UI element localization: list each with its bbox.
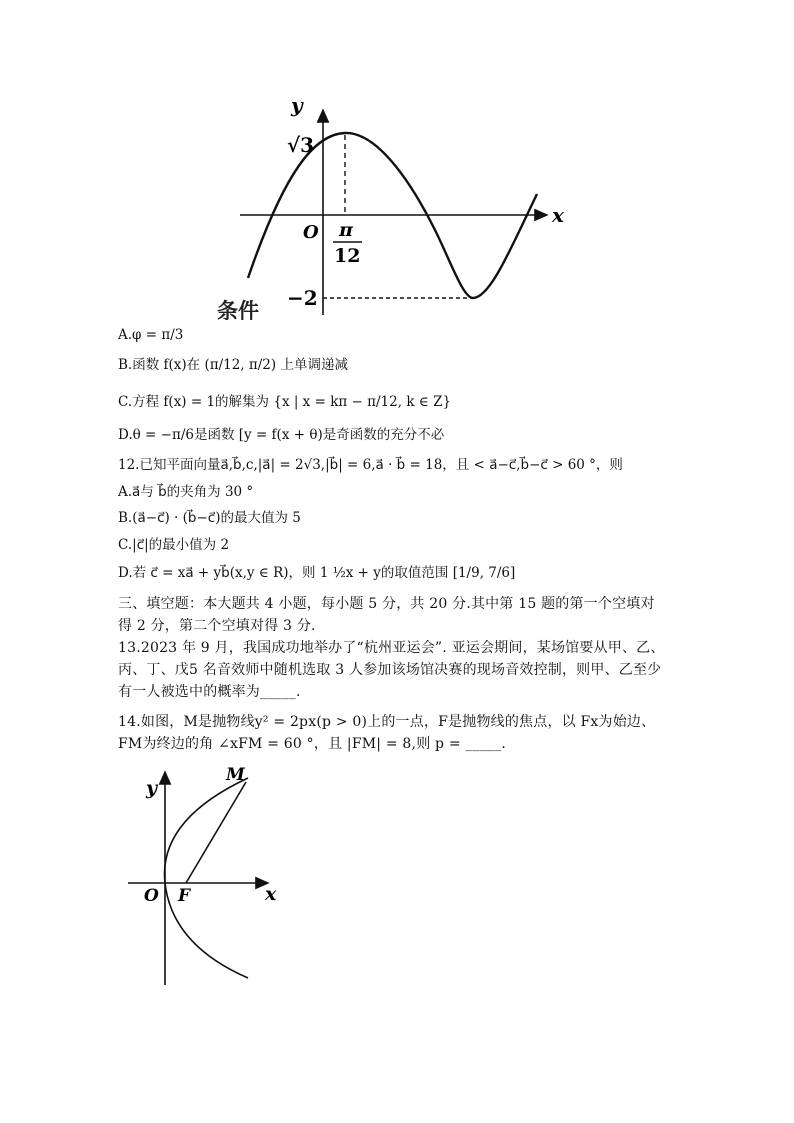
q11-option-b: B.函数 f(x)在 (π/12, π/2) 上单调递减 [118, 357, 348, 373]
x-label: x [265, 883, 277, 905]
x-tick-denominator: 12 [334, 245, 361, 267]
origin-label: O [144, 886, 159, 906]
parabola-figure [120, 760, 300, 995]
point-label: M [226, 765, 245, 785]
q12-option-c: C.|c⃗|的最小值为 2 [118, 537, 230, 553]
q12-option-d: D.若 c⃗ = xa⃗ + yb⃗(x,y ∈ R)，则 1 ½x + y的取值范围 [1/9, 7/6] [118, 565, 516, 581]
section-3-heading: 三、填空题：本大题共 4 小题，每小题 5 分，共 20 分.其中第 15 题的第一个空填对得 2 分，第二个空填对得 3 分. [118, 596, 655, 634]
q11-option-a: A.φ = π/3 [118, 327, 184, 343]
parabola-curve [164, 778, 248, 978]
x-label: x [552, 203, 564, 227]
focus-label: F [178, 886, 191, 906]
max-label: √3 [287, 133, 315, 157]
origin-label: O [303, 222, 319, 243]
x-tick-numerator: π [339, 219, 353, 241]
min-label: −2 [287, 286, 318, 310]
q12-option-a: A.a⃗与 b⃗的夹角为 30 ° [118, 484, 254, 500]
q11-option-d: D.θ = −π/6是函数 [y = f(x + θ)是奇函数的充分不必 [118, 427, 445, 443]
question-14: 14.如图，M是抛物线y² = 2px(p > 0)上的一点，F是抛物线的焦点，以 Fx为始边、FM为终边的角 ∠xFM = 60 °，且 |FM| = 8,则 p = _____. [118, 714, 656, 752]
cropped-text: 条件 [217, 298, 259, 320]
q12-option-b: B.(a⃗−c⃗) · (b⃗−c⃗)的最大值为 5 [118, 510, 301, 526]
question-13: 13.2023 年 9 月，我国成功地举办了“杭州亚运会”. 亚运会期间，某场馆要从甲、乙、丙、丁、戊5 名音效师中随机选取 3 人参加该场馆决赛的现场音效控制，则甲、乙至少有一人被选中的概率为_____. [118, 640, 665, 700]
y-label: y [146, 777, 158, 799]
sine-graph-figure [215, 90, 575, 320]
focal-segment [186, 782, 246, 883]
q12-stem: 12.已知平面向量a⃗,b⃗,c,|a⃗| = 2√3,|b⃗| = 6,a⃗ · b⃗ = 18，且 < a⃗−c⃗,b⃗−c⃗ > 60 °，则 [118, 457, 623, 473]
y-label: y [291, 93, 303, 117]
q11-option-c: C.方程 f(x) = 1的解集为 {x | x = kπ − π/12, k ∈ Z} [118, 394, 452, 410]
